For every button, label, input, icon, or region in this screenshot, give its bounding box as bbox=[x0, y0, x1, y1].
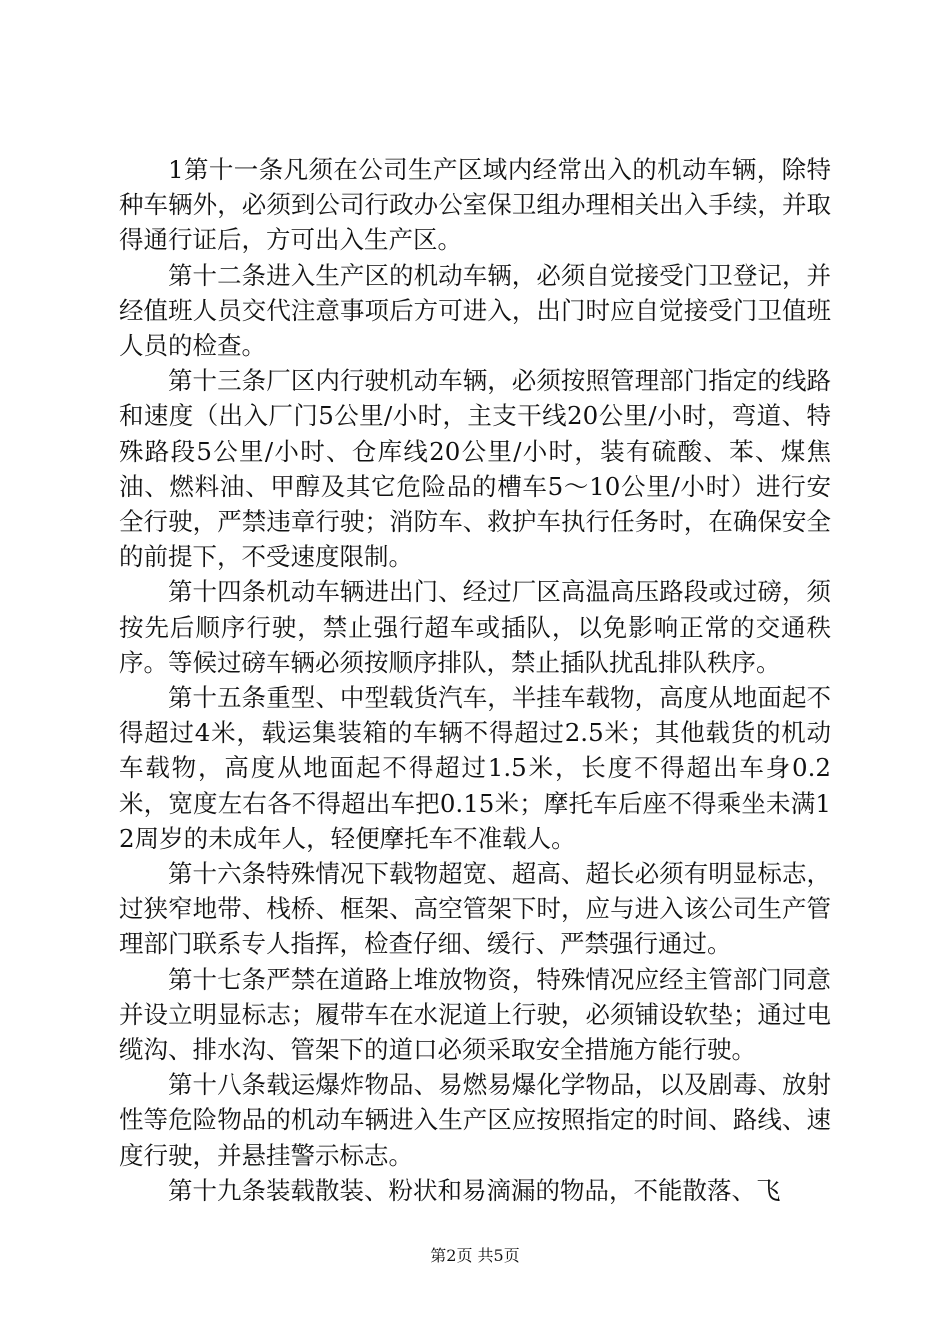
paragraph-article-19: 第十九条装载散装、粉状和易滴漏的物品，不能散落、飞 bbox=[168, 1175, 781, 1205]
page-number-footer: 第2页 共5页 bbox=[430, 1246, 520, 1265]
paragraph-article-12: 第十二条进入生产区的机动车辆，必须自觉接受门卫登记，并经值班人员交代注意事项后方可进入，出门时应自觉接受门卫值班人员的检查。 bbox=[119, 260, 831, 361]
paragraph-article-14: 第十四条机动车辆进出门、经过厂区高温高压路段或过磅，须按先后顺序行驶，禁止强行超车或插队，以免影响正常的交通秩序。等候过磅车辆必须按顺序排队，禁止插队扰乱排队秩序。 bbox=[119, 577, 831, 677]
paragraph-article-13: 第十三条厂区内行驶机动车辆，必须按照管理部门指定的线路和速度（出入厂门5公里/小时，主支干线20公里/小时，弯道、特殊路段5公里/小时、仓库线20公里/小时，装有硫酸、苯、煤焦油、燃料油、甲醇及其它危险品的槽车5～10公里/小时）进行安全行驶，严禁违章行驶；消防车、救护车执行任务时，在确保安全的前提下，不受速度限制。 bbox=[119, 366, 831, 572]
paragraph-article-15: 第十五条重型、中型载货汽车，半挂车载物，高度从地面起不得超过4米，载运集装箱的车辆不得超过2.5米；其他载货的机动车载物，高度从地面起不得超过1.5米，长度不得超出车身0.2米，宽度左右各不得超出车把0.15米；摩托车后座不得乘坐未满12周岁的未成年人，轻便摩托车不准载人。 bbox=[119, 683, 831, 853]
paragraph-article-18: 第十八条载运爆炸物品、易燃易爆化学物品，以及剧毒、放射性等危险物品的机动车辆进入生产区应按照指定的时间、路线、速度行驶，并悬挂警示标志。 bbox=[119, 1070, 831, 1170]
paragraph-article-11: 1第十一条凡须在公司生产区域内经常出入的机动车辆，除特种车辆外，必须到公司行政办公室保卫组办理相关出入手续，并取得通行证后，方可出入生产区。 bbox=[119, 155, 831, 255]
document-body bbox=[119, 152, 831, 1208]
paragraph-article-17: 第十七条严禁在道路上堆放物资，特殊情况应经主管部门同意并设立明显标志；履带车在水泥道上行驶，必须铺设软垫；通过电缆沟、排水沟、管架下的道口必须采取安全措施方能行驶。 bbox=[119, 964, 831, 1065]
paragraph-article-16: 第十六条特殊情况下载物超宽、超高、超长必须有明显标志，过狭窄地带、栈桥、框架、高空管架下时，应与进入该公司生产管理部门联系专人指挥，检查仔细、缓行、严禁强行通过。 bbox=[119, 859, 831, 959]
